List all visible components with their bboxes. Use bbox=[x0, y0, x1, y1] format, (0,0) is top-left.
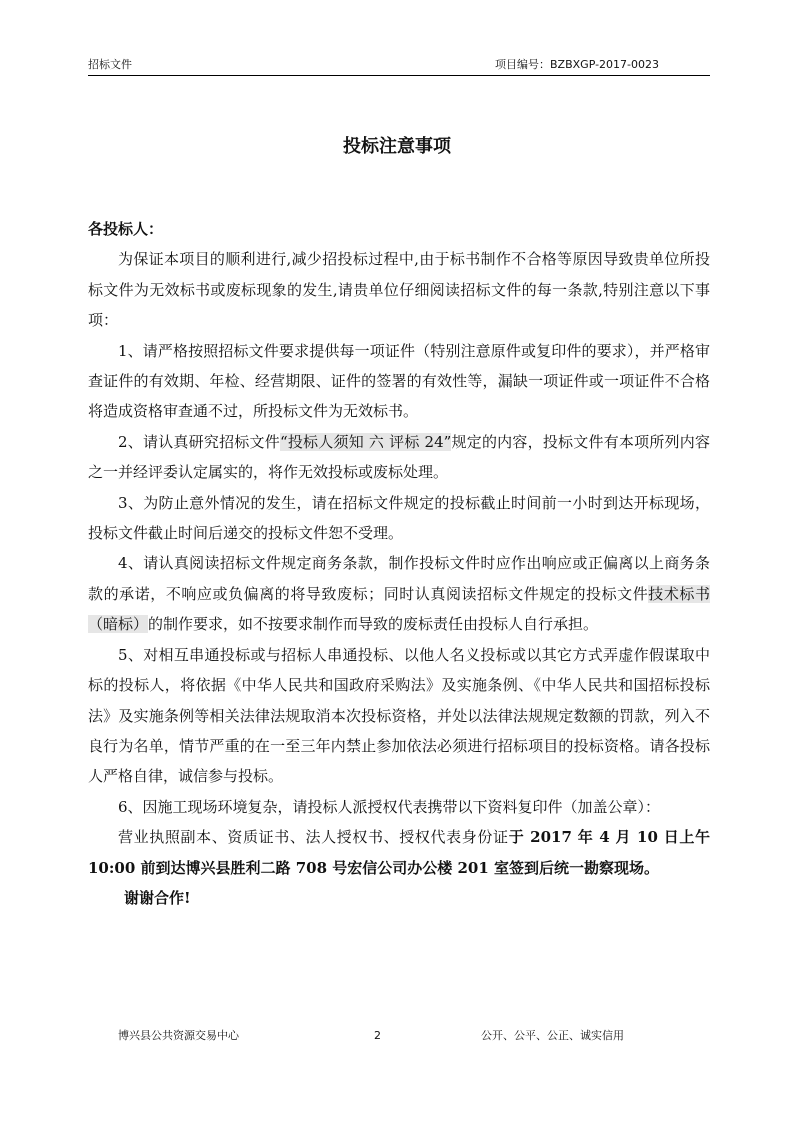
document-body bbox=[88, 214, 710, 913]
item-2-highlight: “投标人须知 六 评标 24” bbox=[279, 432, 452, 451]
item-4-highlight: 技术标书（暗标） bbox=[88, 584, 710, 634]
thanks-line: 谢谢合作! bbox=[124, 888, 191, 907]
item-4-text-a: 4、请认真阅读招标文件规定商务条款，制作投标文件时应作出响应或正偏离以上商务条款的承诺，不响应或负偏离的将导致废标；同时认真阅读招标文件规定的投标文件 bbox=[88, 554, 710, 603]
item-6-detail bbox=[88, 822, 710, 883]
page-header bbox=[88, 56, 710, 76]
item-6-detail-docs: 营业执照副本、资质证书、法人授权书、授权代表身份证 bbox=[118, 828, 509, 847]
header-doc-type: 招标文件 bbox=[88, 58, 132, 71]
item-1: 1、请严格按照招标文件要求提供每一项证件（特别注意原件或复印件的要求），并严格审查证件的有效期、年检、经营期限、证件的签署的有效性等，漏缺一项证件或一项证件不合格将造成资格审查通不过，所投标文件为无效标书。 bbox=[88, 341, 710, 421]
item-4-text-b: 的制作要求，如不按要求制作而导致的废标责任由投标人自行承担。 bbox=[148, 615, 599, 634]
item-6-detail-schedule: 于 2017 年 4 月 10 日上午 10:00 前到达博兴县胜利二路 708 号宏信公司办公楼 201 室签到后统一勘察现场。 bbox=[88, 828, 710, 877]
item-6: 6、因施工现场环境复杂，请投标人派授权代表携带以下资料复印件（加盖公章）： bbox=[118, 797, 661, 816]
item-4 bbox=[88, 548, 710, 639]
footer-page-number: 2 bbox=[374, 1029, 381, 1042]
intro-paragraph: 为保证本项目的顺利进行,减少招投标过程中,由于标书制作不合格等原因导致贵单位所投标文件为无效标书或废标现象的发生,请贵单位仔细阅读招标文件的每一条款,特别注意以下事项： bbox=[88, 250, 710, 330]
item-2 bbox=[88, 427, 710, 488]
item-2-text-b: 规定的内容，投标文件有本项所列内容之一并经评委认定属实的，将作无效投标或废标处理。 bbox=[88, 432, 710, 482]
document-title: 投标注意事项 bbox=[343, 136, 451, 157]
header-project-number: 项目编号：BZBXGP-2017-0023 bbox=[495, 58, 660, 71]
item-2-text-a: 2、请认真研究招标文件 bbox=[118, 432, 280, 451]
footer-motto: 公开、公平、公正、诚实信用 bbox=[481, 1029, 624, 1042]
item-5: 5、对相互串通投标或与招标人串通投标、以他人名义投标或以其它方式弄虚作假谋取中标的投标人，将依据《中华人民共和国政府采购法》及实施条例、《中华人民共和国招标投标法》及实施条例等相关法律法规取消本次投标资格，并处以法律法规规定数额的罚款，列入不良行为名单，情节严重的在一至三年内禁止参加依法必须进行招标项目的投标资格。请各投标人严格自律，诚信参与投标。 bbox=[88, 645, 710, 786]
page-footer bbox=[0, 1028, 794, 1046]
salutation: 各投标人： bbox=[88, 220, 164, 238]
item-3: 3、为防止意外情况的发生，请在招标文件规定的投标截止时间前一小时到达开标现场，投标文件截止时间后递交的投标文件恕不受理。 bbox=[88, 493, 710, 543]
footer-organization: 博兴县公共资源交易中心 bbox=[118, 1029, 239, 1042]
